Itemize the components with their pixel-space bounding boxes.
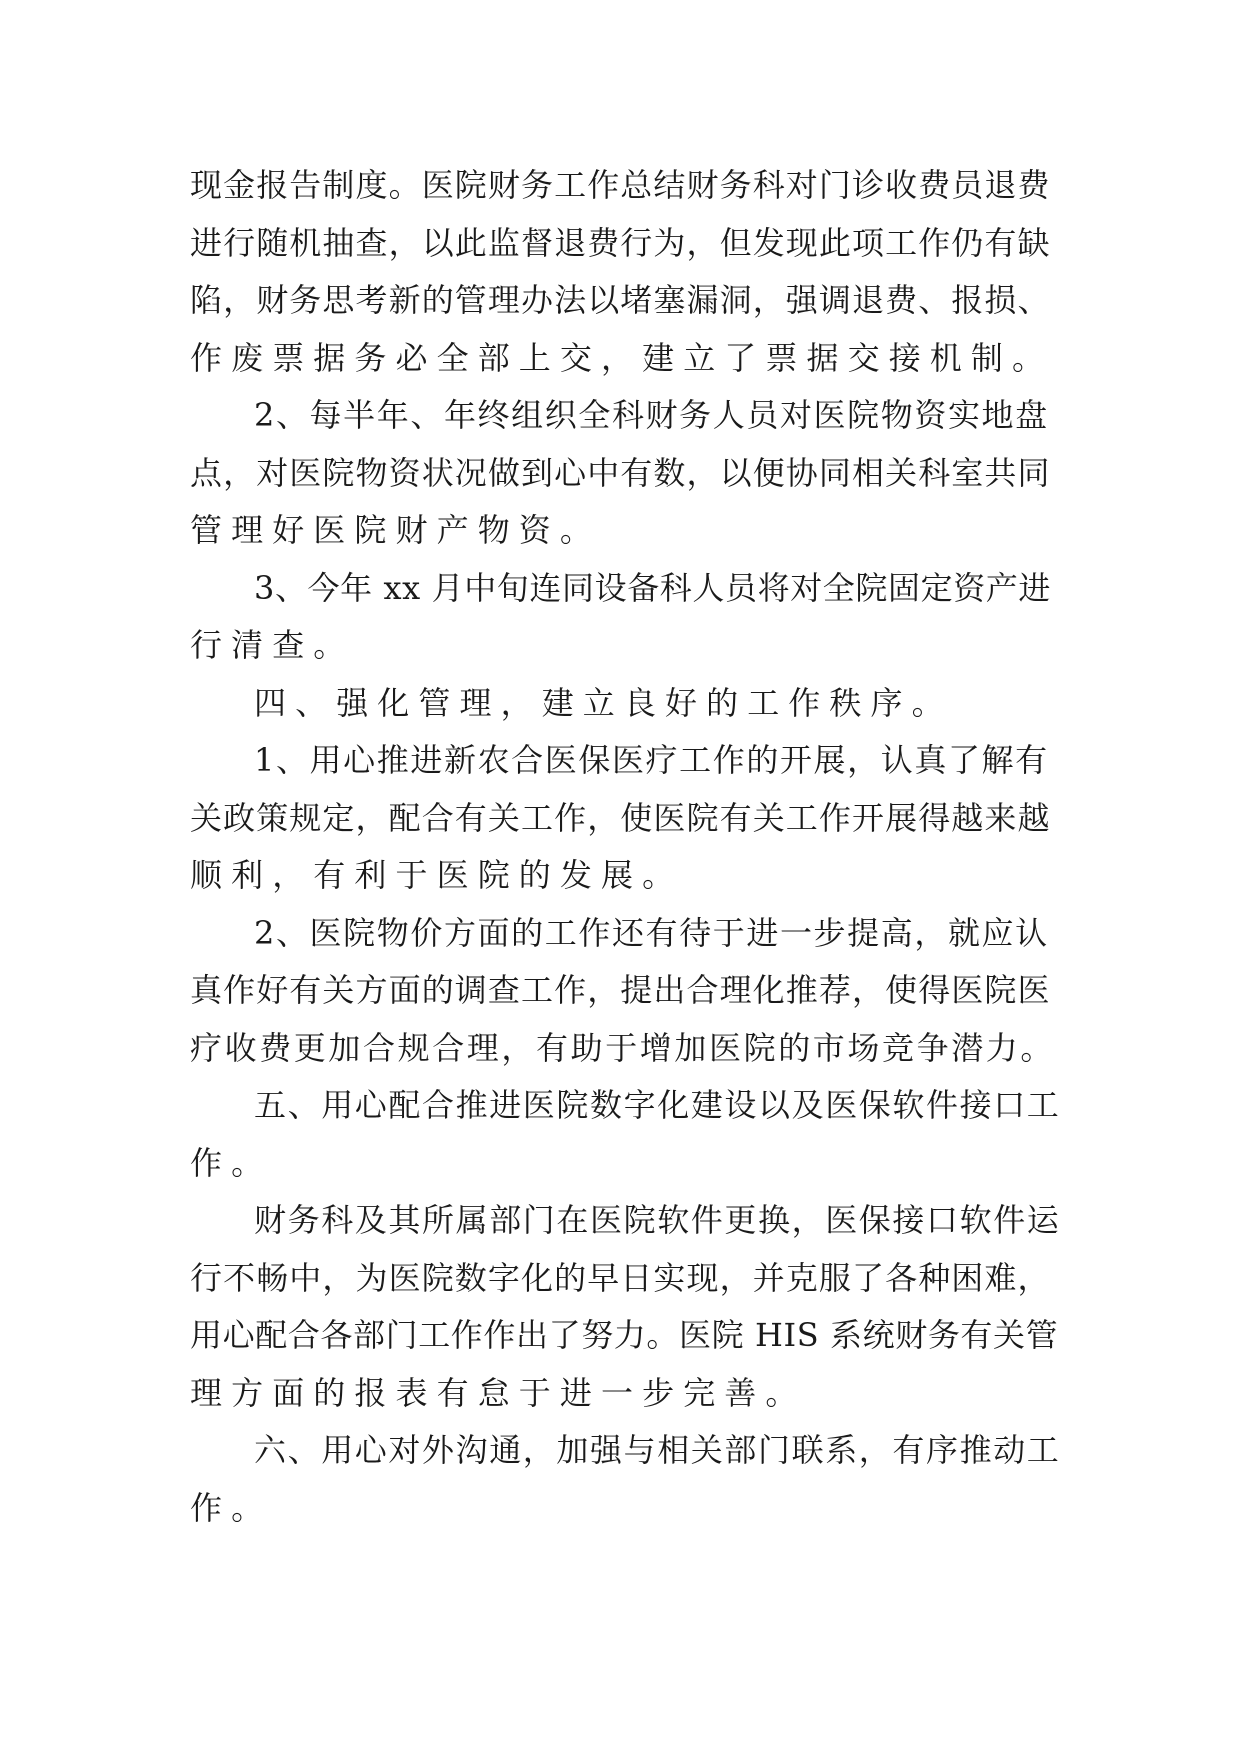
section-heading: 四、强化管理，建立良好的工作秩序。	[254, 683, 953, 722]
text-line: 真作好有关方面的调查工作，提出合理化推荐，使得医院医	[190, 971, 1051, 1009]
section-heading-continuation: 作。	[190, 1488, 273, 1527]
text-line: 点，对医院物资状况做到心中有数，以便协同相关科室共同	[190, 453, 1051, 492]
text-line: 理方面的报表有怠于进一步完善。	[190, 1373, 807, 1412]
text-line: 作废票据务必全部上交，建立了票据交接机制。	[190, 338, 1054, 377]
text-line: 现金报告制度。医院财务工作总结财务科对门诊收费员退费	[190, 166, 1051, 204]
text-line: 财务科及其所属部门在医院软件更换，医保接口软件运	[254, 1201, 1061, 1239]
text-line: 陷，财务思考新的管理办法以堵塞漏洞，强调退费、报损、	[190, 281, 1051, 319]
text-line: 行不畅中，为医院数字化的早日实现，并克服了各种困难，	[190, 1258, 1051, 1297]
text-line: 关政策规定，配合有关工作，使医院有关工作开展得越来越	[190, 798, 1051, 837]
text-line: 1、用心推进新农合医保医疗工作的开展，认真了解有	[254, 741, 1049, 779]
text-line: 2、医院物价方面的工作还有待于进一步提高，就应认	[254, 913, 1049, 952]
text-line: 用心配合各部门工作作出了努力。医院 HIS 系统财务有关管	[190, 1316, 1059, 1354]
text-line: 顺利，有利于医院的发展。	[190, 856, 684, 894]
text-line: 3、今年 xx 月中旬连同设备科人员将对全院固定资产进	[254, 568, 1051, 607]
text-line: 进行随机抽查，以此监督退费行为，但发现此项工作仍有缺	[190, 223, 1051, 262]
text-line: 2、每半年、年终组织全科财务人员对医院物资实地盘	[254, 396, 1049, 434]
section-heading-continuation: 作。	[190, 1143, 273, 1182]
section-heading: 六、用心对外沟通，加强与相关部门联系，有序推动工	[254, 1431, 1061, 1469]
section-heading: 五、用心配合推进医院数字化建设以及医保软件接口工	[254, 1086, 1061, 1124]
document-body	[190, 157, 1060, 1537]
text-line: 行清查。	[190, 626, 355, 664]
text-line: 管理好医院财产物资。	[190, 511, 602, 549]
text-line: 疗收费更加合规合理，有助于增加医院的市场竞争潜力。	[190, 1028, 1056, 1067]
